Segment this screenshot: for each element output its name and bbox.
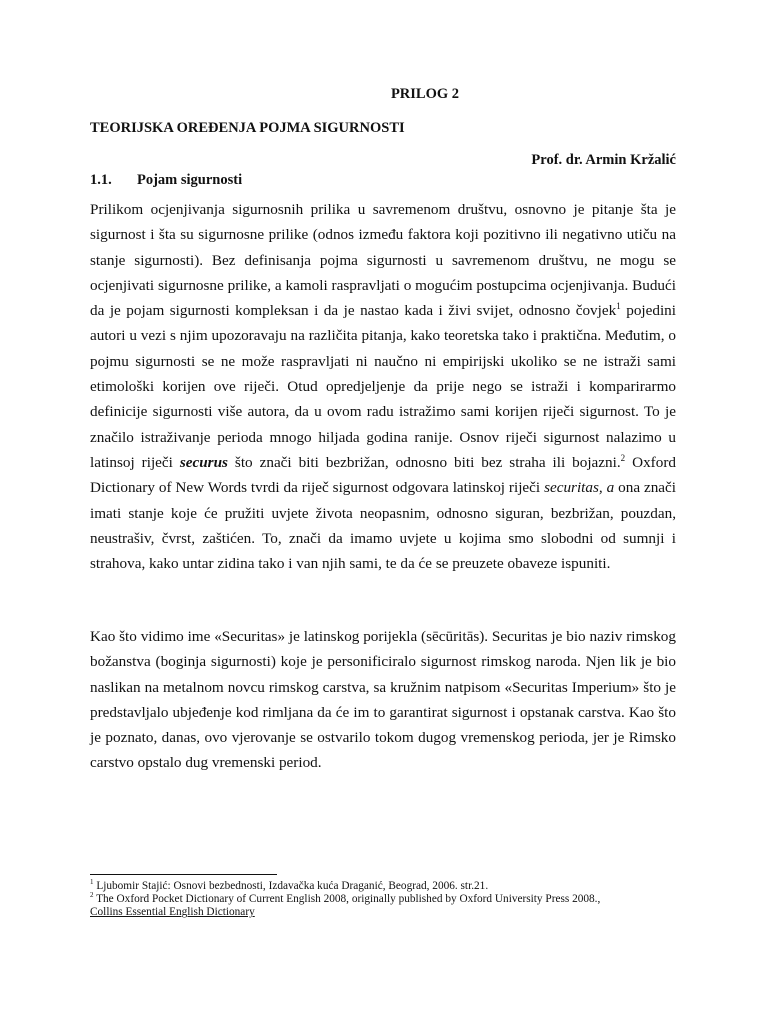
author-name: Prof. dr. Armin Kržalić bbox=[531, 152, 676, 168]
appendix-heading: PRILOG 2 bbox=[390, 86, 460, 102]
paragraph-1-text-b: pojedini autori u vezi s njim upozoravaju na različita pitanja, kako teoretska tako i praktična. Međutim, o pojmu sigurnosti se ne može raspravljati ni naučno ni empirijski ukoliko se ne istraži sami etimološki korijen ove riječi. Otud opredjeljenje da prije nego se istraži i komparirarmo definicije sigurnosti više autora, da u ovom radu istražimo sami korijen riječi sigurnost. To je značilo istraživanje perioda mnogo hiljada godina ranije. Osnov riječi sigurnost nalazimo u latinsoj riječi bbox=[90, 302, 676, 471]
footnote-divider bbox=[90, 874, 277, 875]
footnote-2-text: The Oxford Pocket Dictionary of Current English 2008, originally published by Oxford University Press 2008., bbox=[93, 893, 601, 906]
paragraph-1-text-c: što znači biti bezbrižan, odnosno biti bez straha ili bojazni. bbox=[227, 453, 621, 471]
footnote-ref-2[interactable]: 2 bbox=[620, 452, 626, 463]
section-heading bbox=[90, 172, 242, 189]
section-number: 1.1. bbox=[90, 172, 112, 188]
footnote-2 bbox=[90, 893, 710, 906]
term-securus: securus bbox=[179, 453, 228, 471]
paragraph-1-text-d: Oxford Dictionary of New Words tvrdi da riječ sigurnost odgovara latinskoj riječi bbox=[90, 453, 676, 497]
footnotes bbox=[90, 880, 710, 920]
footnote-ref-1[interactable]: 1 bbox=[616, 301, 621, 312]
footnote-1-mark: 1 bbox=[90, 878, 94, 887]
term-securitas: securitas, a bbox=[544, 479, 615, 497]
footnote-2-mark: 2 bbox=[90, 891, 94, 900]
footnote-2-link[interactable]: Collins Essential English Dictionary bbox=[90, 906, 255, 919]
body-paragraph-2: Kao što vidimo ime «Securitas» je latinskog porijekla (sēcūritās). Securitas je bio naziv rimskog božanstva (boginja sigurnosti) koje je personificiralo sigurnost rimskog naroda. Njen lik je bio naslikan na metalnom novcu rimskog carstva, sa kružnim natpisom «Securitas Imperium» što je predstavljalo ubjeđenje kod rimljana da će im to garantirat sigurnost i opstanak carstva. Kao što je poznato, danas, ovo vjerovanje se ostvarilo tokom dugog vremenskog perioda, jer je Rimsko carstvo opstalo dug vremenski period. bbox=[90, 628, 676, 772]
footnote-1 bbox=[90, 880, 710, 893]
chapter-title: TEORIJSKA OREĐENJA POJMA SIGURNOSTI bbox=[90, 120, 405, 136]
footnote-1-text: Ljubomir Stajić: Osnovi bezbednosti, Izdavačka kuća Draganić, Beograd, 2006. str.21. bbox=[93, 880, 489, 892]
paragraph-1-text-e: ona znači imati stanje koje će pružiti uvjete života neopasnim, odnosno siguran, bezbrižan, pouzdan, neustrašiv, čvrst, zaštićen. To, znači da imamo uvjete u kojima smo slobodni od sumnji i strahova, kako untar zidina tako i van njih sami, te da će se preuzete obaveze ispuniti. bbox=[90, 479, 677, 573]
body-paragraph-1 bbox=[90, 197, 676, 576]
footnote-2-continued bbox=[90, 906, 710, 919]
paragraph-1-text-a: Prilikom ocjenjivanja sigurnosnih prilika u savremenom društvu, osnovno je pitanje šta je sigurnost i šta su sigurnosne prilike (odnos između faktora koji pozitivno ili negativno utiču na stanje sigurnosti). Bez definisanja pojma sigurnosti u savremenom društvu, ne mogu se ocjenjivati sigurnosne prilike, a kamoli raspravljati o mogućim postupcima ocjenjivanja. Budući da je pojam sigurnosti kompleksan i da je nastao kada i živi svijet, odnosno čovjek bbox=[90, 201, 676, 320]
section-title: Pojam sigurnosti bbox=[137, 172, 243, 188]
